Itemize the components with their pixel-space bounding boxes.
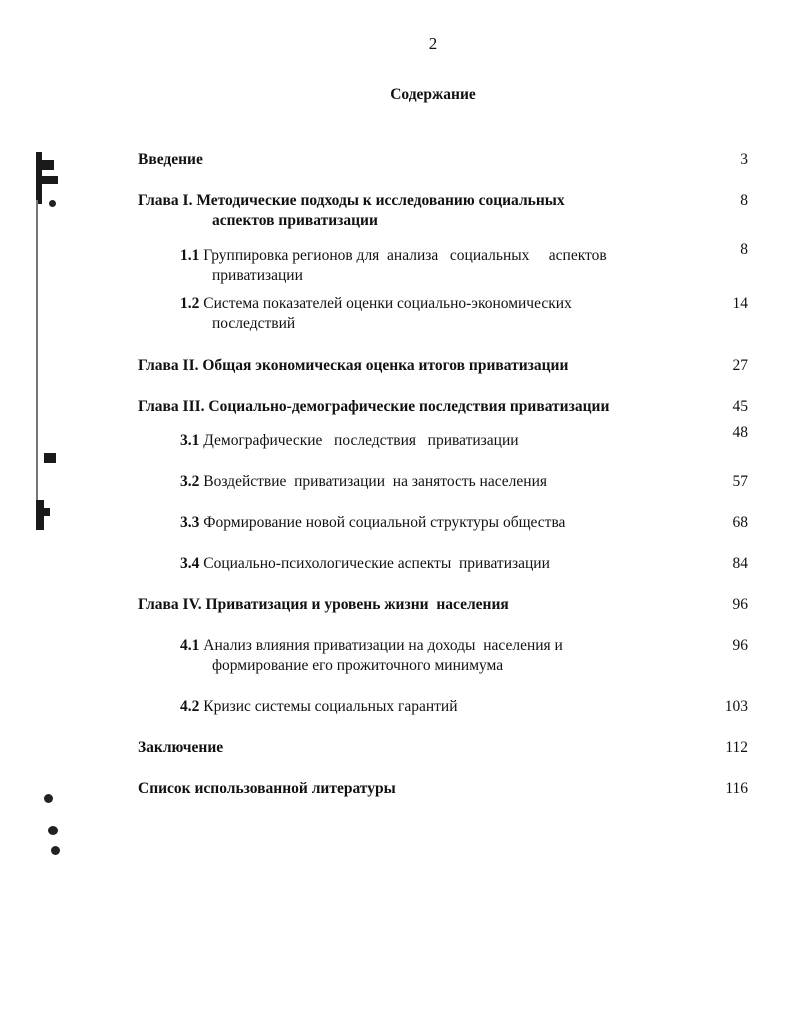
toc-entry-page: 116 [725,780,748,797]
toc-entry-title: Общая экономическая оценка итогов приватизации [202,357,569,374]
toc-entry-page: 103 [724,698,748,715]
toc-entry-number: 4.1 [180,637,200,654]
toc-entry-section-4-2 [180,697,748,717]
toc-entry-title: Заключение [138,739,224,756]
toc-entry-number: 4.2 [180,698,200,715]
toc-entry-number: Глава II. [138,357,199,374]
toc-entry-title: Социально-психологические аспекты приватизации [203,555,550,572]
toc-entry-page: 45 [732,398,748,415]
toc-entry-number: 3.4 [180,555,200,572]
toc-entry-title: Методические подходы к исследованию социальных [196,192,565,209]
toc-entry-section-3-3 [180,513,748,533]
toc-entry-section-3-4 [180,554,748,574]
toc-entry-chapter-2 [138,356,748,376]
scan-artifact [42,160,54,170]
toc-entry-title: Воздействие приватизации на занятость населения [203,473,548,490]
toc-entry-page: 48 [732,424,748,441]
toc-entry-chapter-4 [138,595,748,615]
toc-entry-title-cont: последствий [212,315,296,332]
toc-entry-section-3-2 [180,472,748,492]
toc-entry-title-cont: приватизации [212,267,303,284]
toc-entry-bibliography [138,779,748,799]
toc-entry-number: 1.1 [180,247,200,264]
toc-entry-title: Приватизация и уровень жизни населения [205,596,509,613]
toc-entry-page: 96 [732,596,748,613]
scan-artifact [42,176,58,184]
toc-entry-title: Социально-демографические последствия приватизации [208,398,610,415]
toc-entry-page: 8 [740,192,748,209]
toc-entry-title-cont: аспектов приватизации [212,212,378,229]
toc-entry-title: Кризис системы социальных гарантий [203,698,458,715]
page-number: 2 [428,34,438,53]
toc-entry-page: 57 [732,473,748,490]
toc-entry-page: 84 [732,555,748,572]
scan-artifact [51,846,60,855]
toc-entry-page: 68 [732,514,748,531]
toc-entry-number: Глава III. [138,398,205,415]
toc-entry-title: Введение [138,151,203,168]
toc-entry-number: 3.1 [180,432,200,449]
toc-entry-page: 27 [732,357,748,374]
toc-entry-chapter-1 [138,191,748,231]
toc-entry-number: Глава I. [138,192,193,209]
toc-entry-page: 96 [732,637,748,654]
scan-artifact [49,200,56,207]
scan-artifact [48,826,58,835]
toc-entry-page: 14 [732,295,748,312]
toc-entry-section-3-1 [180,424,748,451]
toc-entry-conclusion [138,738,748,758]
scan-artifact [44,453,56,463]
toc-entry-title: Группировка регионов для анализа социальных аспектов [203,247,607,264]
toc-entry-page: 3 [740,151,748,168]
toc-entry-section-4-1 [180,636,748,676]
toc-entry-number: Глава IV. [138,596,202,613]
toc-entry-number: 3.3 [180,514,200,531]
toc-entry-section-1-2 [180,294,748,334]
scan-artifact [36,200,38,500]
scan-artifact [44,794,53,803]
toc-entry-title: Формирование новой социальной структуры общества [203,514,566,531]
toc-entry-introduction [138,150,748,170]
toc-entry-title: Список использованной литературы [138,780,396,797]
scan-artifact [40,508,50,516]
page-title: Содержание [390,86,476,103]
toc-entry-page: 112 [725,739,748,756]
toc-entry-title: Демографические последствия приватизации [203,432,519,449]
toc-entry-title-cont: формирование его прожиточного минимума [212,657,504,674]
toc-entry-section-1-1 [180,241,748,286]
toc-entry-number: 3.2 [180,473,200,490]
toc-entry-title: Анализ влияния приватизации на доходы населения и [203,637,563,654]
toc-entry-page: 8 [740,241,748,258]
toc-entry-title: Система показателей оценки социально-экономических [203,295,572,312]
toc-entry-chapter-3 [138,397,748,417]
toc-entry-number: 1.2 [180,295,200,312]
